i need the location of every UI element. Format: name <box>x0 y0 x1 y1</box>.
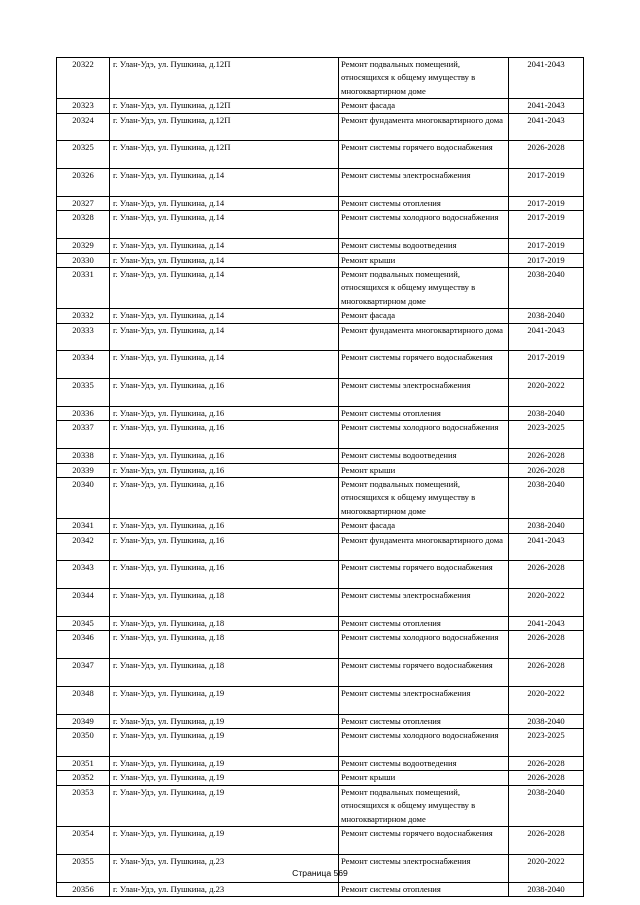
row-period: 2038-2040 <box>509 478 584 519</box>
row-number: 20322 <box>57 58 110 99</box>
row-address: г. Улан-Удэ, ул. Пушкина, д.14 <box>110 268 339 309</box>
row-address: г. Улан-Удэ, ул. Пушкина, д.19 <box>110 687 339 715</box>
table-body <box>57 58 584 897</box>
table-row <box>57 421 584 449</box>
row-address: г. Улан-Удэ, ул. Пушкина, д.16 <box>110 421 339 449</box>
row-period: 2026-2028 <box>509 561 584 589</box>
table-row <box>57 687 584 715</box>
table-row <box>57 268 584 309</box>
row-work-type: Ремонт системы электроснабжения <box>339 379 509 407</box>
row-period: 2041-2043 <box>509 323 584 351</box>
row-work-type: Ремонт фасада <box>339 99 509 113</box>
row-number: 20354 <box>57 827 110 855</box>
table-row <box>57 141 584 169</box>
row-period: 2026-2028 <box>509 659 584 687</box>
table-row <box>57 729 584 757</box>
row-number: 20350 <box>57 729 110 757</box>
row-address: г. Улан-Удэ, ул. Пушкина, д.16 <box>110 379 339 407</box>
row-work-type: Ремонт фундамента многоквартирного дома <box>339 113 509 141</box>
row-number: 20339 <box>57 463 110 477</box>
table-row <box>57 785 584 826</box>
row-address: г. Улан-Удэ, ул. Пушкина, д.16 <box>110 463 339 477</box>
row-period: 2026-2028 <box>509 449 584 463</box>
table-row <box>57 169 584 197</box>
table-row <box>57 113 584 141</box>
row-address: г. Улан-Удэ, ул. Пушкина, д.14 <box>110 169 339 197</box>
row-work-type: Ремонт системы горячего водоснабжения <box>339 141 509 169</box>
row-work-type: Ремонт системы отопления <box>339 617 509 631</box>
row-address: г. Улан-Удэ, ул. Пушкина, д.16 <box>110 561 339 589</box>
row-address: г. Улан-Удэ, ул. Пушкина, д.16 <box>110 407 339 421</box>
row-period: 2026-2028 <box>509 463 584 477</box>
row-work-type: Ремонт подвальных помещений, относящихся к общему имуществу в многоквартирном доме <box>339 58 509 99</box>
row-number: 20324 <box>57 113 110 141</box>
row-work-type: Ремонт системы электроснабжения <box>339 169 509 197</box>
row-period: 2020-2022 <box>509 854 584 882</box>
table-row <box>57 478 584 519</box>
page-number: Страница 569 <box>292 868 348 878</box>
row-address: г. Улан-Удэ, ул. Пушкина, д.14 <box>110 323 339 351</box>
table-row <box>57 714 584 728</box>
row-work-type: Ремонт подвальных помещений, относящихся к общему имуществу в многоквартирном доме <box>339 478 509 519</box>
row-address: г. Улан-Удэ, ул. Пушкина, д.16 <box>110 449 339 463</box>
row-address: г. Улан-Удэ, ул. Пушкина, д.14 <box>110 253 339 267</box>
row-address: г. Улан-Удэ, ул. Пушкина, д.19 <box>110 785 339 826</box>
table-row <box>57 309 584 323</box>
row-address: г. Улан-Удэ, ул. Пушкина, д.14 <box>110 211 339 239</box>
table-row <box>57 379 584 407</box>
table-row <box>57 99 584 113</box>
row-number: 20327 <box>57 197 110 211</box>
table-row <box>57 323 584 351</box>
table-row <box>57 519 584 533</box>
row-period: 2017-2019 <box>509 197 584 211</box>
table-row <box>57 827 584 855</box>
row-address: г. Улан-Удэ, ул. Пушкина, д.19 <box>110 729 339 757</box>
row-number: 20330 <box>57 253 110 267</box>
table-row <box>57 239 584 253</box>
row-work-type: Ремонт системы холодного водоснабжения <box>339 631 509 659</box>
row-period: 2023-2025 <box>509 421 584 449</box>
row-address: г. Улан-Удэ, ул. Пушкина, д.16 <box>110 533 339 561</box>
table-row <box>57 351 584 379</box>
row-number: 20343 <box>57 561 110 589</box>
row-period: 2020-2022 <box>509 589 584 617</box>
row-period: 2026-2028 <box>509 757 584 771</box>
row-period: 2038-2040 <box>509 268 584 309</box>
row-number: 20346 <box>57 631 110 659</box>
row-work-type: Ремонт системы горячего водоснабжения <box>339 351 509 379</box>
row-address: г. Улан-Удэ, ул. Пушкина, д.16 <box>110 478 339 519</box>
table-row <box>57 407 584 421</box>
row-period: 2020-2022 <box>509 687 584 715</box>
table-row <box>57 197 584 211</box>
row-work-type: Ремонт системы горячего водоснабжения <box>339 561 509 589</box>
table-row <box>57 58 584 99</box>
row-period: 2038-2040 <box>509 407 584 421</box>
row-address: г. Улан-Удэ, ул. Пушкина, д.14 <box>110 239 339 253</box>
row-work-type: Ремонт фасада <box>339 309 509 323</box>
row-work-type: Ремонт подвальных помещений, относящихся к общему имуществу в многоквартирном доме <box>339 268 509 309</box>
row-number: 20332 <box>57 309 110 323</box>
row-address: г. Улан-Удэ, ул. Пушкина, д.23 <box>110 882 339 896</box>
row-address: г. Улан-Удэ, ул. Пушкина, д.19 <box>110 827 339 855</box>
row-number: 20338 <box>57 449 110 463</box>
row-number: 20348 <box>57 687 110 715</box>
row-address: г. Улан-Удэ, ул. Пушкина, д.18 <box>110 589 339 617</box>
table-row <box>57 463 584 477</box>
row-period: 2017-2019 <box>509 253 584 267</box>
row-work-type: Ремонт системы горячего водоснабжения <box>339 659 509 687</box>
row-period: 2038-2040 <box>509 714 584 728</box>
row-work-type: Ремонт крыши <box>339 463 509 477</box>
row-number: 20340 <box>57 478 110 519</box>
table-row <box>57 757 584 771</box>
row-period: 2041-2043 <box>509 617 584 631</box>
table-row <box>57 771 584 785</box>
row-number: 20326 <box>57 169 110 197</box>
row-number: 20323 <box>57 99 110 113</box>
row-address: г. Улан-Удэ, ул. Пушкина, д.14 <box>110 309 339 323</box>
row-number: 20336 <box>57 407 110 421</box>
row-work-type: Ремонт системы отопления <box>339 882 509 896</box>
row-work-type: Ремонт подвальных помещений, относящихся к общему имуществу в многоквартирном доме <box>339 785 509 826</box>
row-address: г. Улан-Удэ, ул. Пушкина, д.12П <box>110 113 339 141</box>
row-work-type: Ремонт системы электроснабжения <box>339 589 509 617</box>
row-period: 2017-2019 <box>509 211 584 239</box>
row-address: г. Улан-Удэ, ул. Пушкина, д.16 <box>110 519 339 533</box>
row-period: 2041-2043 <box>509 533 584 561</box>
row-period: 2038-2040 <box>509 882 584 896</box>
row-work-type: Ремонт системы холодного водоснабжения <box>339 729 509 757</box>
row-work-type: Ремонт системы водоотведения <box>339 757 509 771</box>
row-number: 20349 <box>57 714 110 728</box>
row-address: г. Улан-Удэ, ул. Пушкина, д.14 <box>110 197 339 211</box>
row-period: 2041-2043 <box>509 99 584 113</box>
row-number: 20328 <box>57 211 110 239</box>
table-row <box>57 659 584 687</box>
row-number: 20333 <box>57 323 110 351</box>
table-row <box>57 631 584 659</box>
row-period: 2038-2040 <box>509 519 584 533</box>
row-work-type: Ремонт системы отопления <box>339 714 509 728</box>
row-number: 20341 <box>57 519 110 533</box>
row-number: 20329 <box>57 239 110 253</box>
row-number: 20335 <box>57 379 110 407</box>
row-address: г. Улан-Удэ, ул. Пушкина, д.19 <box>110 757 339 771</box>
table-row <box>57 211 584 239</box>
row-number: 20356 <box>57 882 110 896</box>
row-work-type: Ремонт фундамента многоквартирного дома <box>339 323 509 351</box>
row-address: г. Улан-Удэ, ул. Пушкина, д.14 <box>110 351 339 379</box>
row-period: 2026-2028 <box>509 141 584 169</box>
row-number: 20351 <box>57 757 110 771</box>
row-address: г. Улан-Удэ, ул. Пушкина, д.19 <box>110 771 339 785</box>
table-row <box>57 253 584 267</box>
row-number: 20352 <box>57 771 110 785</box>
table-row <box>57 589 584 617</box>
row-period: 2023-2025 <box>509 729 584 757</box>
row-number: 20325 <box>57 141 110 169</box>
table-row <box>57 533 584 561</box>
row-address: г. Улан-Удэ, ул. Пушкина, д.18 <box>110 659 339 687</box>
row-address: г. Улан-Удэ, ул. Пушкина, д.12П <box>110 99 339 113</box>
row-number: 20342 <box>57 533 110 561</box>
row-work-type: Ремонт системы водоотведения <box>339 449 509 463</box>
row-period: 2041-2043 <box>509 58 584 99</box>
row-address: г. Улан-Удэ, ул. Пушкина, д.12П <box>110 58 339 99</box>
row-number: 20337 <box>57 421 110 449</box>
row-number: 20344 <box>57 589 110 617</box>
row-work-type: Ремонт фундамента многоквартирного дома <box>339 533 509 561</box>
row-work-type: Ремонт системы холодного водоснабжения <box>339 421 509 449</box>
row-period: 2026-2028 <box>509 771 584 785</box>
row-work-type: Ремонт системы электроснабжения <box>339 687 509 715</box>
row-period: 2041-2043 <box>509 113 584 141</box>
row-work-type: Ремонт системы водоотведения <box>339 239 509 253</box>
row-number: 20355 <box>57 854 110 882</box>
table-row <box>57 617 584 631</box>
row-period: 2026-2028 <box>509 827 584 855</box>
row-number: 20331 <box>57 268 110 309</box>
row-address: г. Улан-Удэ, ул. Пушкина, д.19 <box>110 714 339 728</box>
row-number: 20353 <box>57 785 110 826</box>
row-period: 2017-2019 <box>509 169 584 197</box>
row-number: 20347 <box>57 659 110 687</box>
row-number: 20345 <box>57 617 110 631</box>
table-row <box>57 449 584 463</box>
row-work-type: Ремонт системы электроснабжения <box>339 854 509 882</box>
row-address: г. Улан-Удэ, ул. Пушкина, д.12П <box>110 141 339 169</box>
row-period: 2017-2019 <box>509 239 584 253</box>
row-address: г. Улан-Удэ, ул. Пушкина, д.18 <box>110 617 339 631</box>
row-number: 20334 <box>57 351 110 379</box>
table-row <box>57 561 584 589</box>
row-period: 2038-2040 <box>509 785 584 826</box>
row-address: г. Улан-Удэ, ул. Пушкина, д.18 <box>110 631 339 659</box>
row-period: 2026-2028 <box>509 631 584 659</box>
row-period: 2020-2022 <box>509 379 584 407</box>
repair-schedule-table <box>56 57 584 897</box>
row-work-type: Ремонт фасада <box>339 519 509 533</box>
row-period: 2038-2040 <box>509 309 584 323</box>
table-row <box>57 882 584 896</box>
row-work-type: Ремонт системы холодного водоснабжения <box>339 211 509 239</box>
row-work-type: Ремонт крыши <box>339 771 509 785</box>
row-period: 2017-2019 <box>509 351 584 379</box>
row-address: г. Улан-Удэ, ул. Пушкина, д.23 <box>110 854 339 882</box>
row-work-type: Ремонт системы отопления <box>339 197 509 211</box>
row-work-type: Ремонт системы отопления <box>339 407 509 421</box>
row-work-type: Ремонт крыши <box>339 253 509 267</box>
row-work-type: Ремонт системы горячего водоснабжения <box>339 827 509 855</box>
